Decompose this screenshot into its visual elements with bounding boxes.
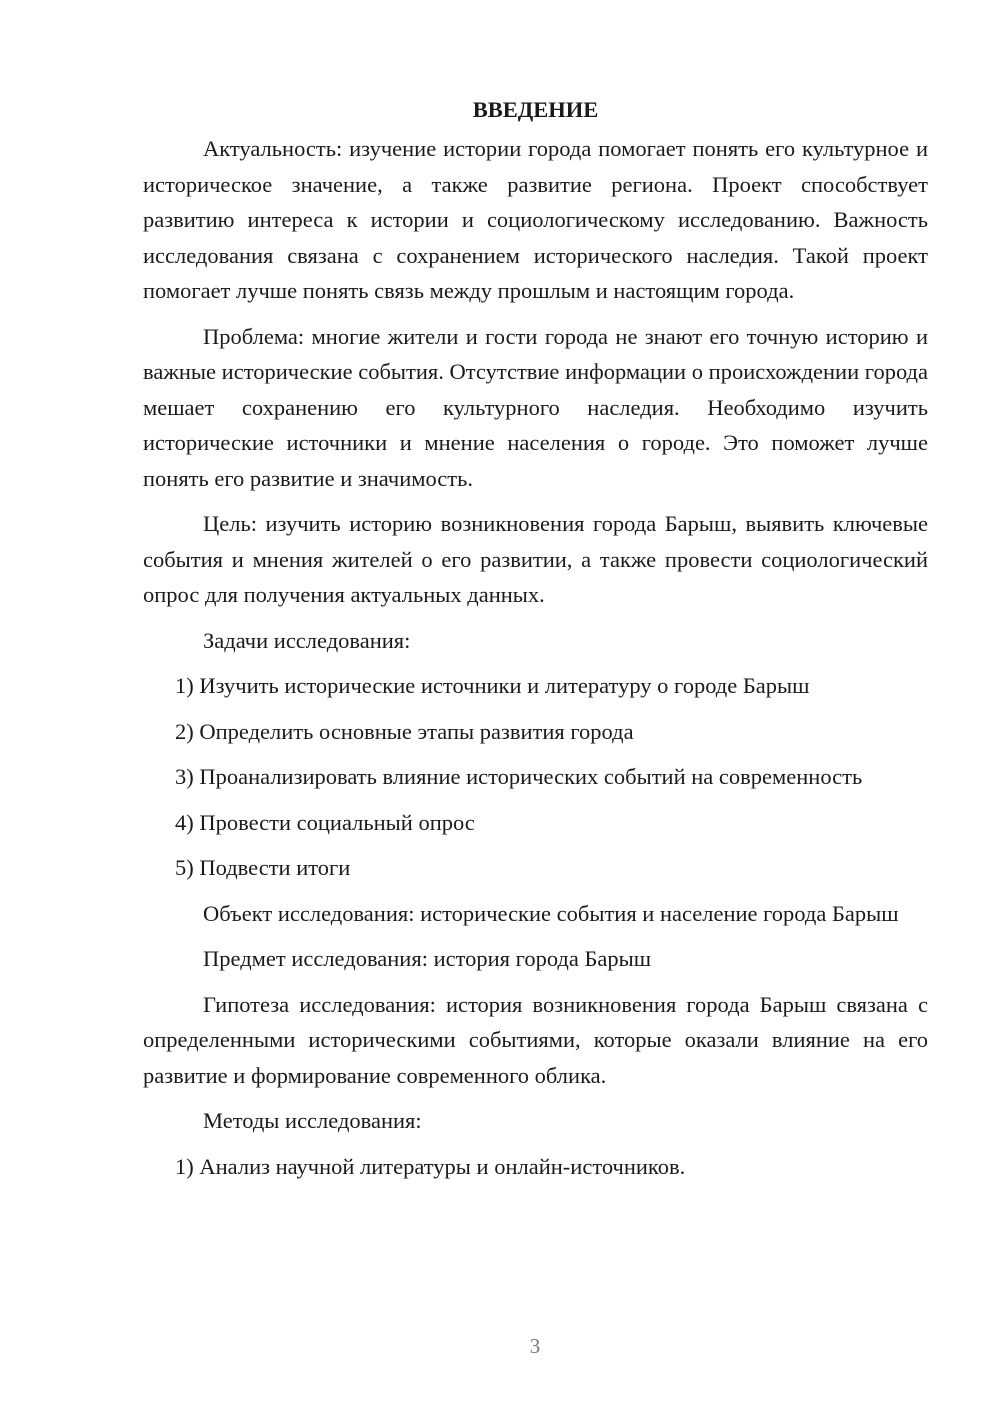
task-item-5: 5) Подвести итоги xyxy=(175,855,351,880)
task-item-2: 2) Определить основные этапы развития города xyxy=(175,718,634,744)
document-page xyxy=(143,92,928,1194)
subject-paragraph: Предмет исследования: история города Барыш xyxy=(203,946,652,971)
task-item-4: 4) Провести социальный опрос xyxy=(175,809,475,835)
hypothesis-paragraph: Гипотеза исследования: история возникновения города Барыш связана с определенными историческими событиями, которые оказали влияние на его развитие и формирование современного облика. xyxy=(143,991,928,1088)
section-title: ВВЕДЕНИЕ xyxy=(472,97,599,122)
method-item-1: 1) Анализ научной литературы и онлайн-источников. xyxy=(175,1153,686,1179)
relevance-paragraph: Актуальность: изучение истории города помогает понять его культурное и историческое значение, а также развитие региона. Проект способствует развитию интереса к истории и социологическому исследованию. Важность исследования связана с сохранением исторического наследия. Такой проект помогает лучше понять связь между прошлым и настоящим города. xyxy=(143,136,928,303)
tasks-heading: Задачи исследования: xyxy=(203,627,411,653)
methods-heading: Методы исследования: xyxy=(203,1108,422,1133)
problem-paragraph: Проблема: многие жители и гости города не знают его точную историю и важные исторические события. Отсутствие информации о происхождении города мешает сохранению его культурного наследия. Необходимо изучить исторические источники и мнение населения о городе. Это поможет лучше понять его развитие и значимость. xyxy=(143,323,928,491)
task-item-1: 1) Изучить исторические источники и литературу о городе Барыш xyxy=(175,673,810,698)
page-number: 3 xyxy=(529,1334,541,1358)
task-item-3: 3) Проанализировать влияние исторических событий на современность xyxy=(175,764,863,789)
goal-paragraph: Цель: изучить историю возникновения города Барыш, выявить ключевые события и мнения жителей о его развитии, а также провести социологический опрос для получения актуальных данных. xyxy=(143,511,928,607)
object-paragraph: Объект исследования: исторические события и население города Барыш xyxy=(203,900,899,926)
